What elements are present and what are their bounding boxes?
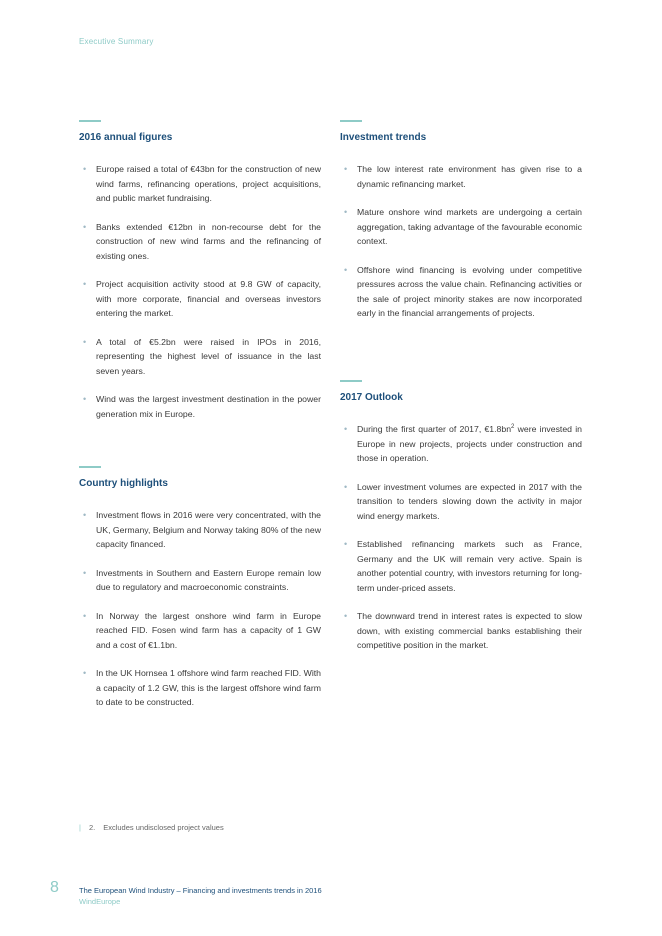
list-item: • Project acquisition activity stood at 9.8 GW of capacity, with more corporate, financial and overseas investors entering the market. [83, 279, 321, 318]
list-item: • The downward trend in interest rates is expected to slow down, with existing commercial banks establishing their competitive position in the market. [344, 611, 582, 650]
list-item: • Wind was the largest investment destination in the power generation mix in Europe. [83, 394, 321, 419]
section-rule [340, 120, 362, 122]
section-investment-trends [340, 120, 582, 335]
bullet-icon: • [344, 207, 348, 217]
section-annual-figures [79, 120, 321, 435]
bullet-icon: • [83, 668, 87, 678]
list-item: • Banks extended €12bn in non-recourse debt for the construction of new wind farms and the refinancing of existing ones. [83, 221, 321, 261]
bullet-list [340, 422, 582, 653]
bullet-icon: • [83, 164, 87, 174]
list-item: • Mature onshore wind markets are undergoing a certain aggregation, taking advantage of the favourable economic context. [344, 207, 582, 246]
section-title: 2017 Outlook [340, 392, 403, 403]
bullet-list [79, 162, 321, 421]
bullet-icon: • [344, 164, 348, 174]
bullet-list [340, 162, 582, 321]
list-item: • Investment flows in 2016 were very concentrated, with the UK, Germany, Belgium and Norway taking 80% of the new capacity financed. [83, 510, 321, 549]
list-item: • A total of €5.2bn were raised in IPOs in 2016, representing the highest level of issuance in the last seven years. [83, 336, 321, 376]
list-item: • Europe raised a total of €43bn for the construction of new wind farms, refinancing operations, project acquisitions, and public market fundraising. [83, 164, 321, 203]
bullet-icon: • [344, 424, 348, 434]
bullet-icon: • [344, 481, 348, 492]
bullet-icon: • [344, 264, 348, 275]
section-title: 2016 annual figures [79, 132, 173, 143]
section-rule [79, 120, 101, 122]
list-item: • Offshore wind financing is evolving under competitive pressures across the value chain. Refinancing activities or the sale of project minority stakes are now incorporated early in the financial arrangements of projects. [344, 264, 582, 318]
section-outlook [340, 380, 582, 667]
footer-title: The European Wind Industry – Financing and investments trends in 2016 [79, 886, 322, 895]
running-header: Executive Summary [79, 37, 154, 46]
bullet-icon: • [344, 539, 348, 549]
list-item: • Established refinancing markets such as France, Germany and the UK will remain very active. Spain is another potential country, with investors returning for long-term under-priced assets. [344, 539, 582, 593]
bullet-icon: • [83, 610, 87, 621]
list-item: • The low interest rate environment has given rise to a dynamic refinancing market. [344, 164, 582, 189]
footnote-number: 2. [88, 823, 96, 832]
bullet-icon: • [83, 567, 87, 578]
footnote-text: Excludes undisclosed project values [103, 823, 224, 832]
list-item: • In the UK Hornsea 1 offshore wind farm reached FID. With a capacity of 1.2 GW, this is the largest offshore wind farm to date to be constructed. [83, 668, 321, 707]
bullet-icon: • [83, 510, 87, 520]
list-item: • In Norway the largest onshore wind farm in Europe reached FID. Fosen wind farm has a capacity of 1 GW and a cost of €1.1bn. [83, 610, 321, 650]
page-number: 8 [50, 879, 59, 896]
section-country-highlights [79, 466, 321, 724]
footnote-bar: | [79, 823, 81, 832]
section-rule [340, 380, 362, 382]
bullet-icon: • [83, 221, 87, 232]
section-title: Country highlights [79, 478, 168, 489]
bullet-icon: • [83, 279, 87, 289]
bullet-icon: • [83, 336, 87, 347]
footnote [79, 823, 224, 832]
footer-org: WindEurope [79, 897, 121, 906]
list-item: • Investments in Southern and Eastern Europe remain low due to regulatory and macroeconomic constraints. [83, 567, 321, 592]
list-item: • Lower investment volumes are expected in 2017 with the transition to tenders slowing down the activity in major wind energy markets. [344, 481, 582, 521]
section-title: Investment trends [340, 132, 427, 143]
bullet-list [79, 508, 321, 710]
bullet-icon: • [344, 611, 348, 621]
bullet-icon: • [83, 394, 87, 404]
footnote-ref[interactable]: 2 [511, 424, 515, 431]
list-item: • During the first quarter of 2017, $€1.8bn^2$ were invested in Europe in new projects, projects under construction and those in operation. [344, 424, 582, 463]
section-rule [79, 466, 101, 468]
